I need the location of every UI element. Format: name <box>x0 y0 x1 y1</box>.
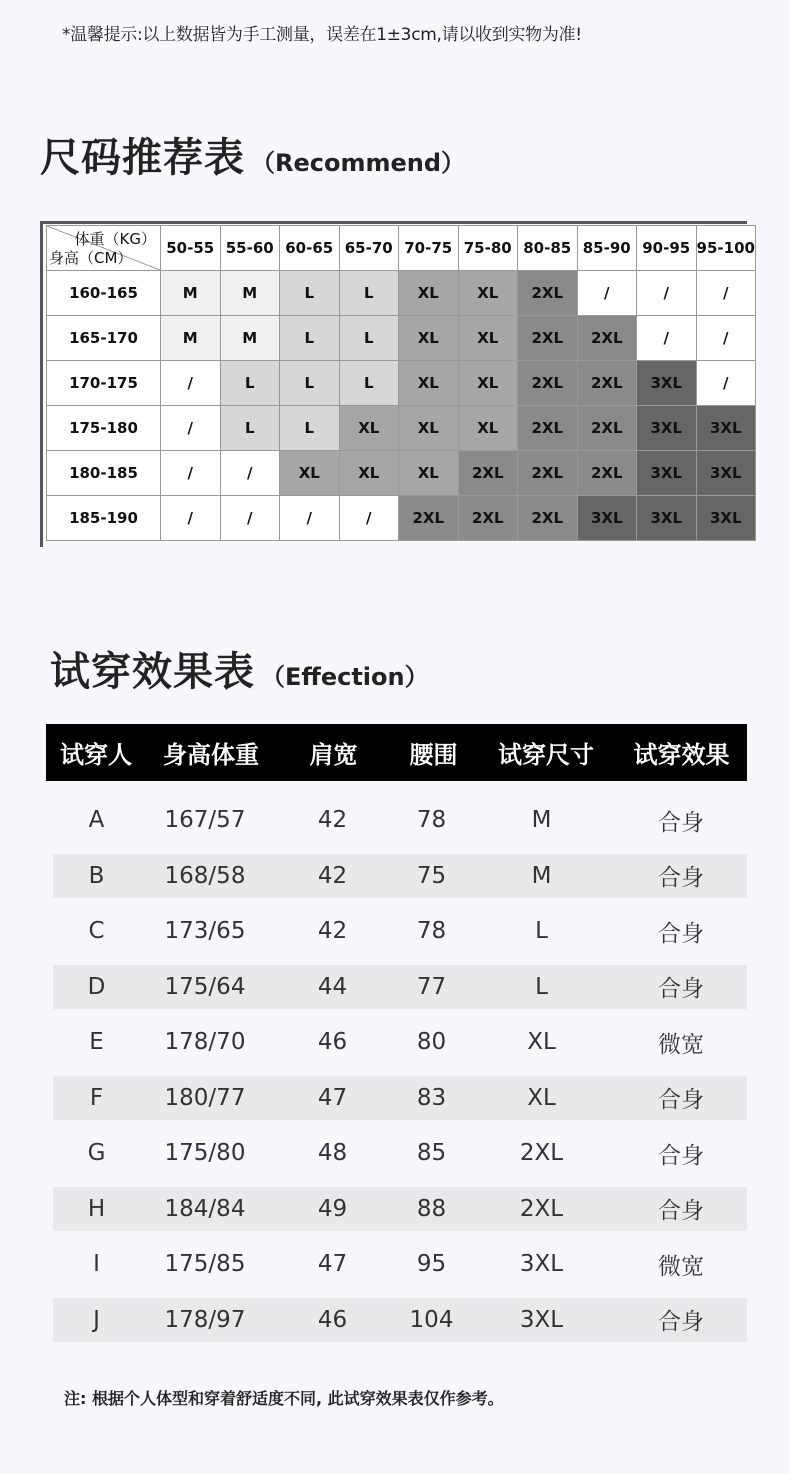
fit-cell: 48 <box>317 1140 348 1166</box>
weight-header-cell: 50-55 <box>161 226 221 271</box>
weight-header-cell: 95-100 <box>696 226 756 271</box>
fit-table-row <box>53 1187 747 1231</box>
size-cell: 3XL <box>637 406 697 451</box>
size-cell: L <box>339 316 399 361</box>
size-cell: / <box>280 496 340 541</box>
size-cell: L <box>280 361 340 406</box>
size-cell: 2XL <box>518 271 578 316</box>
size-chart-row <box>47 316 756 361</box>
fit-cell: 42 <box>317 862 348 889</box>
height-label-cell: 185-190 <box>47 496 161 541</box>
size-cell: 2XL <box>518 451 578 496</box>
fit-cell: 78 <box>416 807 447 833</box>
size-cell: M <box>161 316 221 361</box>
fit-cell: 47 <box>317 1084 348 1111</box>
fit-table-body <box>53 798 747 1353</box>
fit-cell: 83 <box>416 1084 447 1111</box>
size-chart-corner <box>47 226 161 271</box>
fit-cell: C <box>88 918 105 944</box>
size-cell: 2XL <box>577 451 637 496</box>
size-cell: XL <box>399 451 459 496</box>
size-cell: 2XL <box>518 361 578 406</box>
size-chart-title-sub: （Recommend） <box>251 149 466 177</box>
size-cell: XL <box>399 361 459 406</box>
size-cell: 2XL <box>577 316 637 361</box>
fit-cell: 微宽 <box>658 1253 704 1280</box>
weight-axis-label: 体重（KG） <box>74 230 156 248</box>
fit-cell: 46 <box>317 1029 348 1055</box>
fit-cell: 2XL <box>519 1140 564 1166</box>
size-cell: 2XL <box>518 496 578 541</box>
size-cell: 3XL <box>696 496 756 541</box>
size-cell: XL <box>399 406 459 451</box>
fit-cell: J <box>93 1306 100 1333</box>
size-cell: 3XL <box>637 361 697 406</box>
fit-cell: 3XL <box>519 1251 564 1277</box>
fit-cell: 78 <box>416 918 447 944</box>
fit-cell: 77 <box>416 973 447 1000</box>
fit-cell: 175/80 <box>164 1140 246 1166</box>
size-cell: XL <box>458 316 518 361</box>
weight-header-cell: 70-75 <box>399 226 459 271</box>
size-cell: 2XL <box>518 316 578 361</box>
fit-table-row <box>53 965 747 1009</box>
size-cell: XL <box>339 451 399 496</box>
size-cell: / <box>161 406 221 451</box>
fit-cell: 175/85 <box>164 1251 246 1277</box>
height-axis-label: 身高（CM） <box>49 249 133 267</box>
size-cell: 2XL <box>399 496 459 541</box>
size-chart-row <box>47 496 756 541</box>
fit-cell: 42 <box>317 918 348 944</box>
size-cell: / <box>637 316 697 361</box>
fit-table-row <box>53 1076 747 1120</box>
fit-table-row <box>53 909 747 953</box>
measurement-notice: *温馨提示:以上数据皆为手工测量，误差在1±3cm,请以收到实物为准! <box>62 25 582 45</box>
size-cell: M <box>220 271 280 316</box>
size-cell: XL <box>399 316 459 361</box>
fit-header-cell: 试穿尺寸 <box>498 741 594 769</box>
size-cell: / <box>161 496 221 541</box>
fit-cell: 2XL <box>519 1195 564 1222</box>
size-chart-title <box>40 126 465 183</box>
fit-cell: 合身 <box>658 809 704 836</box>
size-cell: / <box>161 451 221 496</box>
height-label-cell: 175-180 <box>47 406 161 451</box>
fit-chart-title <box>50 640 429 697</box>
size-cell: 3XL <box>696 451 756 496</box>
size-chart-row <box>47 361 756 406</box>
fit-cell: 微宽 <box>658 1031 704 1058</box>
size-cell: / <box>696 316 756 361</box>
fit-cell: 合身 <box>658 1087 704 1113</box>
fit-cell: 3XL <box>519 1306 564 1333</box>
fit-cell: M <box>531 862 552 889</box>
fit-cell: L <box>535 918 548 944</box>
fit-cell: XL <box>527 1084 556 1111</box>
size-chart-row <box>47 406 756 451</box>
height-label-cell: 170-175 <box>47 361 161 406</box>
fit-header-cell: 试穿效果 <box>633 741 730 769</box>
weight-header-cell: 60-65 <box>280 226 340 271</box>
size-cell: XL <box>458 271 518 316</box>
size-cell: M <box>161 271 221 316</box>
fit-cell: 75 <box>416 862 447 889</box>
fit-cell: 合身 <box>658 1142 704 1169</box>
fit-cell: 178/97 <box>164 1306 246 1333</box>
fit-cell: 合身 <box>658 976 704 1002</box>
fit-cell: 合身 <box>658 1309 704 1335</box>
size-cell: L <box>280 406 340 451</box>
size-cell: 3XL <box>577 496 637 541</box>
fit-header-cell: 肩宽 <box>309 741 358 769</box>
height-label-cell: 180-185 <box>47 451 161 496</box>
fit-cell: 合身 <box>658 1198 704 1224</box>
size-cell: L <box>220 406 280 451</box>
fit-cell: 173/65 <box>164 918 246 944</box>
size-cell: L <box>280 271 340 316</box>
size-cell: L <box>339 271 399 316</box>
size-cell: / <box>696 271 756 316</box>
size-cell: / <box>161 361 221 406</box>
fit-cell: 合身 <box>658 920 704 947</box>
size-chart-title-main: 尺码推荐表 <box>40 135 245 181</box>
size-chart-table <box>46 225 756 541</box>
size-cell: 3XL <box>637 451 697 496</box>
fit-cell: H <box>87 1195 106 1222</box>
weight-header-cell: 65-70 <box>339 226 399 271</box>
size-cell: XL <box>458 406 518 451</box>
fit-cell: 42 <box>317 807 348 833</box>
fit-cell: D <box>87 973 106 1000</box>
fit-cell: A <box>88 807 105 833</box>
fit-cell: G <box>87 1140 106 1166</box>
size-cell: XL <box>339 406 399 451</box>
size-cell: 2XL <box>577 361 637 406</box>
fit-table-row <box>53 1020 747 1064</box>
weight-header-cell: 85-90 <box>577 226 637 271</box>
fit-cell: I <box>93 1251 100 1277</box>
fit-cell: 85 <box>416 1140 447 1166</box>
size-cell: 3XL <box>637 496 697 541</box>
weight-header-cell: 80-85 <box>518 226 578 271</box>
size-cell: / <box>220 451 280 496</box>
fit-cell: L <box>535 973 548 1000</box>
size-chart-row <box>47 271 756 316</box>
fit-cell: E <box>89 1029 104 1055</box>
fit-header-cell: 腰围 <box>409 741 458 769</box>
size-cell: / <box>637 271 697 316</box>
fit-cell: 180/77 <box>164 1084 246 1111</box>
size-cell: L <box>280 316 340 361</box>
fit-header-cell: 身高体重 <box>163 741 259 769</box>
size-cell: 2XL <box>458 496 518 541</box>
size-chart-header-row <box>47 226 756 271</box>
size-cell: XL <box>458 361 518 406</box>
height-label-cell: 160-165 <box>47 271 161 316</box>
size-cell: 2XL <box>458 451 518 496</box>
size-cell: L <box>339 361 399 406</box>
weight-header-cell: 90-95 <box>637 226 697 271</box>
size-cell: L <box>220 361 280 406</box>
fit-table-header <box>46 724 747 781</box>
fit-cell: 184/84 <box>164 1195 246 1222</box>
fit-cell: 合身 <box>658 865 704 891</box>
fit-cell: 44 <box>317 973 348 1000</box>
size-cell: / <box>220 496 280 541</box>
fit-cell: 104 <box>409 1306 454 1333</box>
size-cell: 2XL <box>518 406 578 451</box>
fit-table-row <box>53 1298 747 1342</box>
fit-chart-title-main: 试穿效果表 <box>50 649 255 695</box>
fit-cell: 95 <box>416 1251 447 1277</box>
fit-cell: 49 <box>317 1195 348 1222</box>
fit-cell: 178/70 <box>164 1029 246 1055</box>
fit-header-cell: 试穿人 <box>60 741 132 769</box>
fit-cell: 46 <box>317 1306 348 1333</box>
fit-cell: 80 <box>416 1029 447 1055</box>
size-cell: / <box>696 361 756 406</box>
fit-table-row <box>53 1242 747 1286</box>
fit-cell: 167/57 <box>164 807 246 833</box>
size-cell: / <box>577 271 637 316</box>
size-cell: / <box>339 496 399 541</box>
weight-header-cell: 75-80 <box>458 226 518 271</box>
size-cell: M <box>220 316 280 361</box>
fit-table-row <box>53 854 747 898</box>
fit-cell: 88 <box>416 1195 447 1222</box>
size-cell: XL <box>399 271 459 316</box>
fit-cell: 175/64 <box>164 973 246 1000</box>
size-cell: 2XL <box>577 406 637 451</box>
fit-chart-title-sub: （Effection） <box>261 663 429 691</box>
fit-cell: XL <box>527 1029 556 1055</box>
fit-cell: B <box>88 862 105 889</box>
fit-cell: 47 <box>317 1251 348 1277</box>
height-label-cell: 165-170 <box>47 316 161 361</box>
fit-cell: F <box>89 1084 104 1111</box>
footnote: 注: 根据个人体型和穿着舒适度不同, 此试穿效果表仅作参考。 <box>64 1389 504 1408</box>
size-cell: 3XL <box>696 406 756 451</box>
weight-header-cell: 55-60 <box>220 226 280 271</box>
fit-table-row <box>53 798 747 842</box>
size-chart-row <box>47 451 756 496</box>
fit-cell: 168/58 <box>164 862 246 889</box>
size-cell: XL <box>280 451 340 496</box>
fit-cell: M <box>531 807 552 833</box>
fit-table-row <box>53 1131 747 1175</box>
